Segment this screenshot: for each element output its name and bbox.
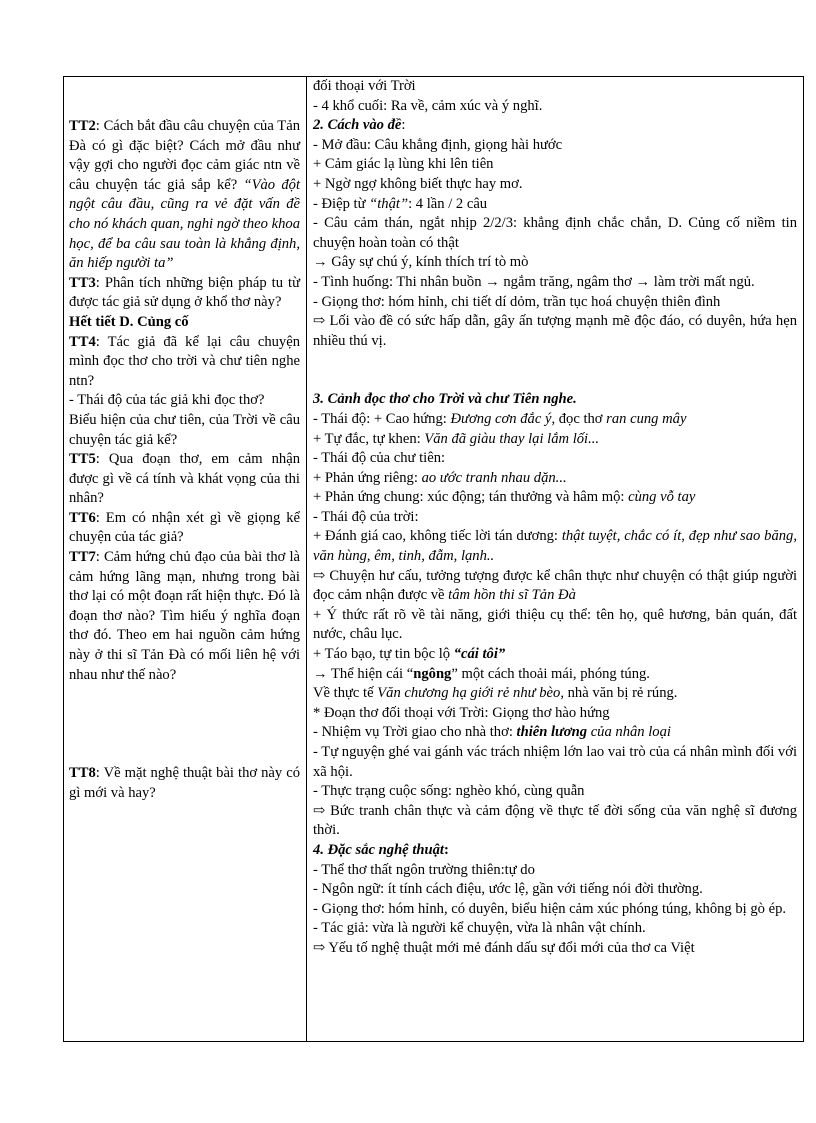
section-heading-4: 4. Đặc sắc nghệ thuật:	[313, 841, 449, 858]
section-heading-3: 3. Cảnh đọc thơ cho Trời và chư Tiên nghe.	[313, 391, 577, 408]
end-of-period-label: Hết tiết D. Củng cố	[69, 313, 189, 330]
content-line: + Ý thức rất rõ về tài năng, giới thiệu cụ thể: tên họ, quê hương, bản quán, đất nước, châu lục.	[313, 606, 797, 643]
activity-tag: TT2	[69, 118, 96, 134]
content-line: đối thoại với Trời	[313, 78, 416, 94]
content-line: - Thực trạng cuộc sống: nghèo khó, cùng quẫn	[313, 783, 585, 800]
activity-tag: TT6	[69, 509, 96, 526]
activity-tag: TT5	[69, 451, 96, 468]
activity-tt7: TT7: Cảm hứng chủ đạo của bài thơ là cảm hứng lãng mạn, nhưng trong bài thơ lại có một đoạn rất hiện thực. Đó là đoạn thơ nào? Tìm hiểu ý nghĩa đoạn thơ đó. Theo em hai nguồn cảm hứng này ở thi sĩ Tản Đà có mối liên hệ với nhau như thế nào?	[69, 549, 300, 683]
content-line: - Mở đầu: Câu khẳng định, giọng hài hước	[313, 136, 563, 153]
content-line: + Cảm giác lạ lùng khi lên tiên	[313, 156, 494, 173]
activity-tt4: TT4: Tác giả đã kể lại câu chuyện mình đọc thơ cho trời và chư tiên nghe ntn?	[69, 333, 300, 389]
activity-tt6: TT6: Em có nhận xét gì về giọng kể chuyện của tác giả?	[69, 509, 300, 546]
content-line: - Câu cảm thán, ngắt nhịp 2/2/3: khẳng định chắc chắn, D. Củng cố niềm tin chuyện hoàn toàn có thật	[313, 215, 797, 251]
content-line: - Nhiệm vụ Trời giao cho nhà thơ: thiên lương của nhân loại	[313, 724, 671, 741]
content-line: - Thể thơ thất ngôn trường thiên:tự do	[313, 861, 535, 878]
teacher-hint: “Vào đột ngột câu đầu, cũng ra vẻ đặt vấn đề cho nó khách quan, nghi ngờ theo khoa học, để ba câu sau toàn là khẳng định, ăn hiếp người ta”	[69, 176, 300, 272]
content-line: + Táo bạo, tự tin bộc lộ “cái tôi”	[313, 646, 506, 663]
spacer	[313, 351, 797, 390]
content-line: ⇨ Yếu tố nghệ thuật mới mẻ đánh dấu sự đổi mới của thơ ca Việt	[313, 939, 695, 956]
content-line: - Thái độ của chư tiên:	[313, 450, 446, 467]
content-line: - Tự nguyện ghé vai gánh vác trách nhiệm lớn lao vai trò của cá nhân mình đối với xã hội.	[313, 744, 797, 780]
lesson-table	[63, 76, 804, 1042]
activity-tag: TT4	[69, 333, 96, 350]
content-line: - Giọng thơ: hóm hỉnh, có duyên, biểu hiện cảm xúc phóng túng, không bị gò ép.	[313, 900, 787, 917]
content-line: - Thái độ của trời:	[313, 508, 419, 525]
activity-column	[69, 77, 300, 803]
content-line: - 4 khổ cuối: Ra về, cảm xúc và ý nghĩ.	[313, 97, 543, 114]
activity-tt3: TT3: Phân tích những biện pháp tu từ được tác giả sử dụng ở khổ thơ này?	[69, 274, 300, 311]
content-line: - Thái độ: + Cao hứng: Đương cơn đắc ý, đọc thơ ran cung mây	[313, 410, 687, 427]
activity-tag: TT8	[69, 765, 96, 782]
section-heading-2: 2. Cách vào đề:	[313, 117, 406, 134]
content-line: Về thực tế Văn chương hạ giới rẻ như bèo, nhà văn bị rẻ rúng.	[313, 685, 678, 702]
question-attitude: - Thái độ của tác giả khi đọc thơ?	[69, 392, 265, 409]
spacer	[69, 685, 300, 764]
content-line: + Phản ứng riêng: ao ước tranh nhau dặn...	[313, 469, 567, 486]
content-line: → Thể hiện cái “ngông” một cách thoải mái, phóng túng.	[313, 665, 650, 682]
activity-tt2: TT2: Cách bắt đầu câu chuyện của Tản Đà có gì đặc biệt? Cách mở đầu như vậy gợi cho người đọc cảm giác ntn về câu chuyện tác giả sắp kể? “Vào đột ngột câu đầu, cũng ra vẻ đặt vấn đề cho nó khách quan, nghi ngờ theo khoa học, để ba câu sau toàn là khẳng định, ăn hiếp người ta”	[69, 118, 300, 272]
content-line: + Ngờ ngợ không biết thực hay mơ.	[313, 175, 523, 192]
activity-tt8: TT8: Về mặt nghệ thuật bài thơ này có gì mới và hay?	[69, 765, 300, 801]
content-line: + Tự đắc, tự khen: Văn đã giàu thay lại lắm lối...	[313, 430, 600, 447]
content-line: - Điệp từ “thật”: 4 lần / 2 câu	[313, 195, 488, 212]
activity-tag: TT3	[69, 274, 96, 291]
content-line: - Giọng thơ: hóm hỉnh, chi tiết dí dỏm, trần tục hoá chuyện thiên đình	[313, 293, 721, 310]
content-line: - Tác giả: vừa là người kể chuyện, vừa là nhân vật chính.	[313, 920, 646, 937]
content-column	[313, 77, 797, 959]
column-divider	[306, 77, 307, 1041]
content-line: - Tình huống: Thi nhân buồn → ngắm trăng, ngâm thơ → làm trời mất ngủ.	[313, 273, 755, 290]
activity-tag: TT7	[69, 549, 96, 566]
content-line: - Ngôn ngữ: ít tính cách điệu, ước lệ, gần với tiếng nói đời thường.	[313, 881, 703, 898]
question-reaction: Biểu hiện của chư tiên, của Trời về câu chuyện tác giả kể?	[69, 411, 300, 448]
content-line: → Gây sự chú ý, kính thích trí tò mò	[313, 254, 529, 271]
content-line: ⇨ Chuyện hư cấu, tưởng tượng được kể chân thực như chuyện có thật giúp người đọc cảm nhận được về tâm hồn thi sĩ Tản Đà	[313, 567, 797, 604]
content-line: + Phản ứng chung: xúc động; tán thưởng và hâm mộ: cùng vỗ tay	[313, 489, 696, 506]
activity-tt5: TT5: Qua đoạn thơ, em cảm nhận được gì về cá tính và khát vọng của thi nhân?	[69, 451, 300, 507]
content-line: ⇨ Lối vào đề có sức hấp dẫn, gây ấn tượng mạnh mẽ độc đáo, có duyên, hứa hẹn nhiều thú vị.	[313, 313, 797, 349]
content-line: + Đánh giá cao, không tiếc lời tán dương: thật tuyệt, chắc có ít, đẹp như sao băng, văn hùng, êm, tinh, đẫm, lạnh..	[313, 528, 797, 565]
content-line: * Đoạn thơ đối thoại với Trời: Giọng thơ hào hứng	[313, 704, 610, 721]
content-line: ⇨ Bức tranh chân thực và cảm động về thực tế đời sống của văn nghệ sĩ đương thời.	[313, 802, 797, 839]
